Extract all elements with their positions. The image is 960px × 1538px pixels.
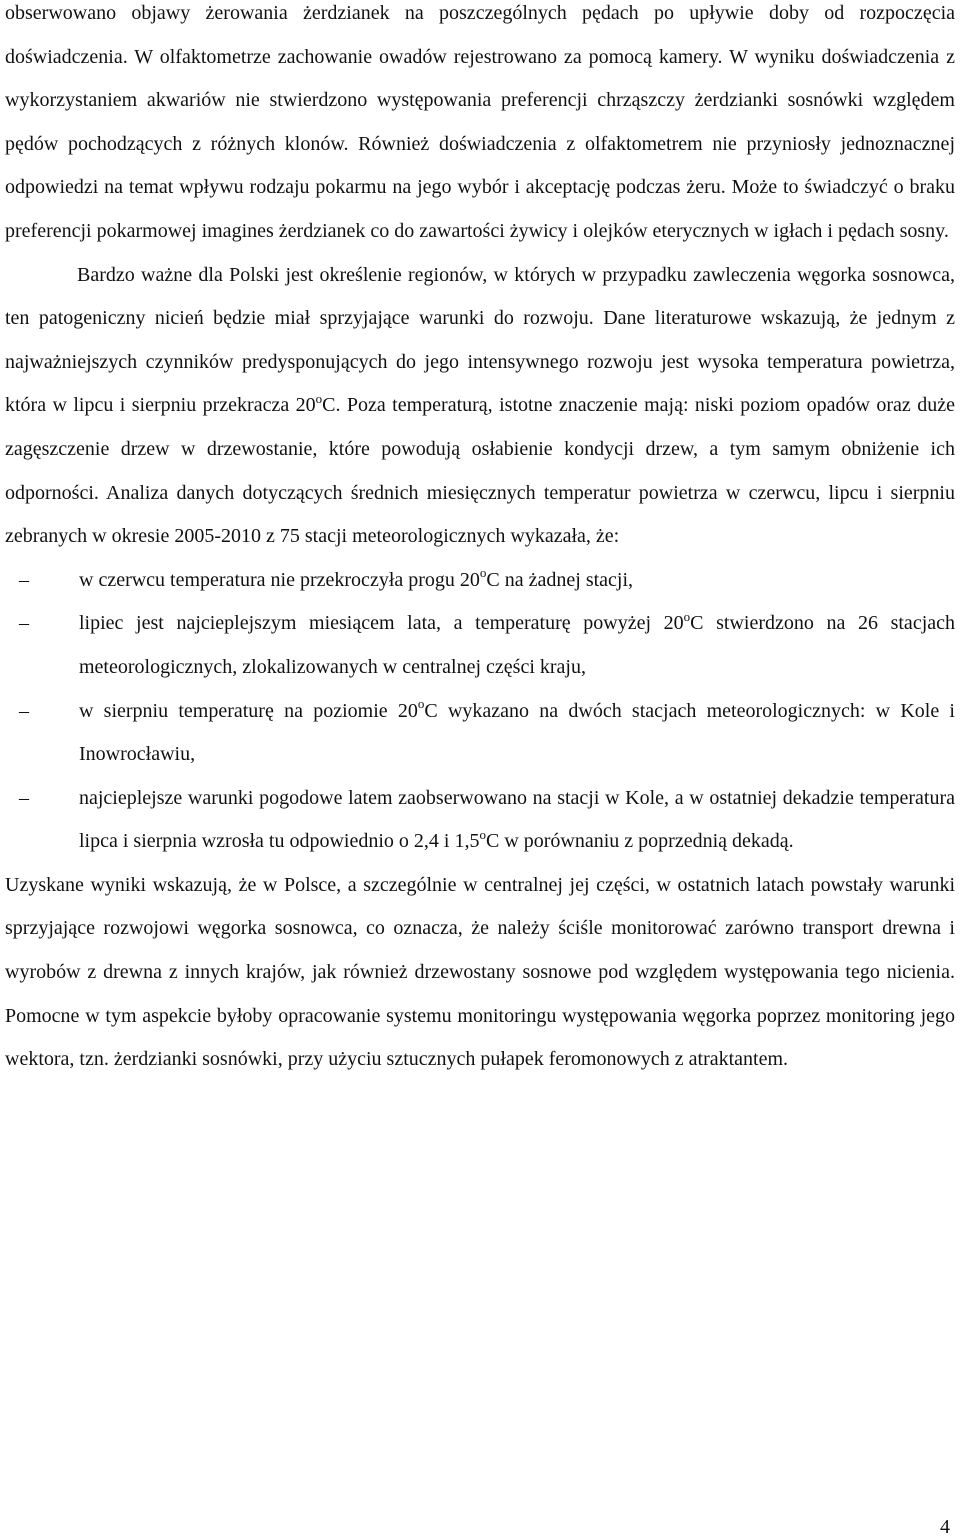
document-page	[5, 0, 955, 1082]
degree-superscript: o	[479, 826, 486, 842]
list-item	[5, 777, 955, 864]
dash-bullet: –	[19, 612, 29, 635]
dash-bullet: –	[19, 699, 29, 722]
paragraph-feeding-experiments: obserwowano objawy żerowania żerdzianek na poszczególnych pędach po upływie doby od rozpoczęcia doświadczenia. W olfaktometrze zachowanie owadów rejestrowano za pomocą kamery. W wyniku doświadczenia z wykorzystaniem akwariów nie stwierdzono występowania preferencji chrząszczy żerdzianki sosnówki względem pędów pochodzących z różnych klonów. Również doświadczenia z olfaktometrem nie przyniosły jednoznacznej odpowiedzi na temat wpływu rodzaju pokarmu na jego wybór i akceptację podczas żeru. Może to świadczyć o braku preferencji pokarmowej imagines żerdzianek co do zawartości żywicy i olejków eterycznych w igłach i pędach sosny.	[5, 2, 955, 242]
list-item-text: C w porównaniu z poprzednią dekadą.	[485, 830, 794, 853]
list-item-text: w czerwcu temperatura nie przekroczyła progu 20	[79, 568, 480, 591]
paragraph-text: Bardzo ważne dla Polski jest określenie regionów, w których w przypadku zawleczenia węgorka sosnowca, ten patogeniczny nicień będzie miał sprzyjające warunki do rozwoju. Dane literaturowe wskazują, że jednym z najważniejszych czynników predysponujących do jego intensywnego rozwoju jest wysoka temperatura powietrza, która w lipcu i sierpniu przekracza 20	[5, 263, 955, 417]
degree-superscript: o	[683, 608, 691, 624]
temperature-findings-list	[5, 559, 955, 864]
paragraph-nematode-regions	[5, 254, 955, 559]
dash-bullet: –	[19, 568, 29, 591]
list-item-text: lipiec jest najcieplejszym miesiącem lata, a temperaturę powyżej 20	[79, 612, 684, 635]
list-item-text: najcieplejsze warunki pogodowe latem zaobserwowano na stacji w Kole, a w ostatniej dekadzie temperatura lipca i sierpnia wzrosła tu odpowiednio o 2,4 i 1,5	[79, 786, 955, 853]
paragraph-conclusions: Uzyskane wyniki wskazują, że w Polsce, a szczególnie w centralnej jej części, w ostatnich latach powstały warunki sprzyjające rozwojowi węgorka sosnowca, co oznacza, że należy ściśle monitorować zarówno transport drewna i wyrobów z drewna z innych krajów, jak również drzewostany sosnowe pod względem występowania tego nicienia. Pomocne w tym aspekcie byłoby opracowanie systemu monitoringu występowania węgorka poprzez monitoring jego wektora, tzn. żerdzianki sosnówki, przy użyciu sztucznych pułapek feromonowych z atraktantem.	[5, 873, 955, 1071]
list-item-text: w sierpniu temperaturę na poziomie 20	[79, 699, 418, 722]
degree-superscript: o	[479, 565, 487, 581]
dash-bullet: –	[19, 786, 29, 809]
list-item-text: C na żadnej stacji,	[486, 568, 634, 591]
list-item	[5, 559, 955, 603]
paragraph-text: C. Poza temperaturą, istotne znaczenie mają: niski poziom opadów oraz duże zagęszczenie drzew w drzewostanie, które powodują osłabienie kondycji drzew, a tym samym obniżenie ich odporności. Analiza danych dotyczących średnich miesięcznych temperatur powietrza w czerwcu, lipcu i sierpniu zebranych w okresie 2005-2010 z 75 stacji meteorologicznych wykazała, że:	[5, 394, 955, 548]
list-item-text: C stwierdzono na 26 stacjach meteorologicznych, zlokalizowanych w centralnej części kraju,	[79, 612, 955, 678]
degree-superscript: o	[417, 695, 425, 711]
list-item	[5, 690, 955, 777]
list-item-text: C wykazano na dwóch stacjach meteorologicznych: w Kole i Inowrocławiu,	[79, 699, 955, 766]
degree-superscript: o	[315, 390, 323, 406]
list-item	[5, 602, 955, 689]
page-number: 4	[940, 1516, 950, 1538]
